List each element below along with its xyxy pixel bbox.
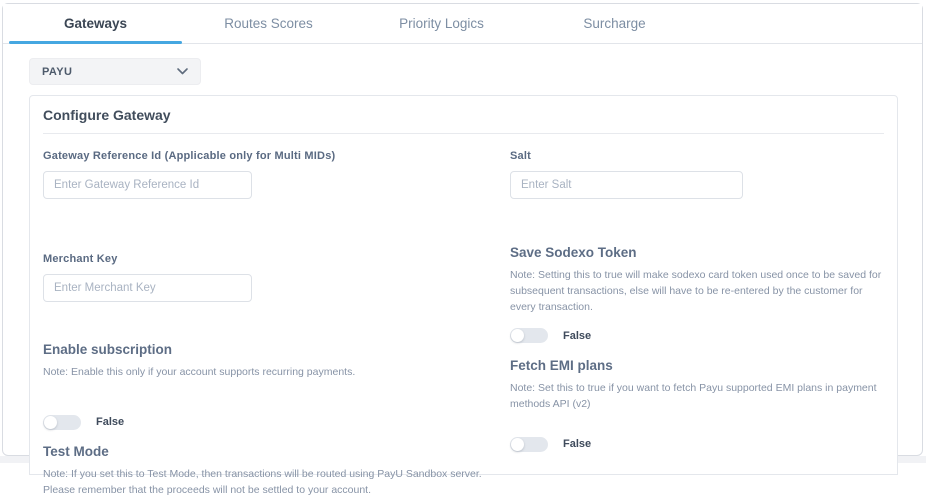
enable-subscription-title: Enable subscription (43, 342, 173, 357)
fetch-emi-plans-title: Fetch EMI plans (510, 358, 613, 374)
test-mode-note: Note: If you set this to Test Mode, then transactions will be routed using PayU Sandbox server. Please remember that the proceeds will not be settled to your account. (43, 467, 482, 496)
save-sodexo-token-toggle-label: False (563, 329, 592, 342)
salt-input[interactable] (510, 171, 743, 199)
gateway-form (30, 134, 897, 498)
fetch-emi-plans-toggle[interactable] (510, 437, 591, 452)
toggle-off-icon (510, 328, 548, 343)
panel-title: Configure Gateway (43, 107, 171, 123)
tab-routes-scores[interactable]: Routes Scores (224, 16, 313, 31)
gateway-reference-id-label: Gateway Reference Id (Applicable only for Multi MIDs) (43, 150, 336, 162)
tab-bar (3, 4, 922, 44)
salt-label: Salt (510, 150, 531, 162)
save-sodexo-token-toggle[interactable] (510, 328, 591, 343)
chevron-down-icon (177, 68, 188, 75)
enable-subscription-toggle[interactable] (43, 415, 124, 430)
fetch-emi-plans-note: Note: Set this to true if you want to fetch Payu supported EMI plans in payment methods API (v2) (510, 382, 877, 410)
merchant-key-input[interactable] (43, 274, 252, 302)
merchant-key-label: Merchant Key (43, 253, 118, 265)
form-left-column (43, 150, 510, 498)
save-sodexo-token-title: Save Sodexo Token (510, 245, 637, 260)
tab-gateways[interactable]: Gateways (9, 4, 182, 43)
save-sodexo-token-note: Note: Setting this to true will make sodexo card token used once to be saved for subsequent transactions, else will have to be re-entered by the customer for every transaction. (510, 269, 882, 313)
gateway-select-value: PAYU (42, 65, 73, 78)
form-right-column (510, 150, 884, 498)
tab-priority-logics[interactable]: Priority Logics (399, 16, 484, 31)
toggle-off-icon (43, 415, 81, 430)
tab-surcharge[interactable]: Surcharge (583, 16, 646, 31)
enable-subscription-note: Note: Enable this only if your account supports recurring payments. (43, 366, 356, 378)
test-mode-title: Test Mode (43, 443, 109, 459)
fetch-emi-plans-toggle-label: False (563, 438, 592, 451)
toggle-off-icon (510, 437, 548, 452)
configure-gateway-panel (29, 95, 898, 496)
gateway-reference-id-input[interactable] (43, 171, 252, 199)
gateway-select-dropdown[interactable] (29, 58, 201, 85)
enable-subscription-toggle-label: False (96, 416, 125, 429)
content-card (2, 3, 923, 496)
